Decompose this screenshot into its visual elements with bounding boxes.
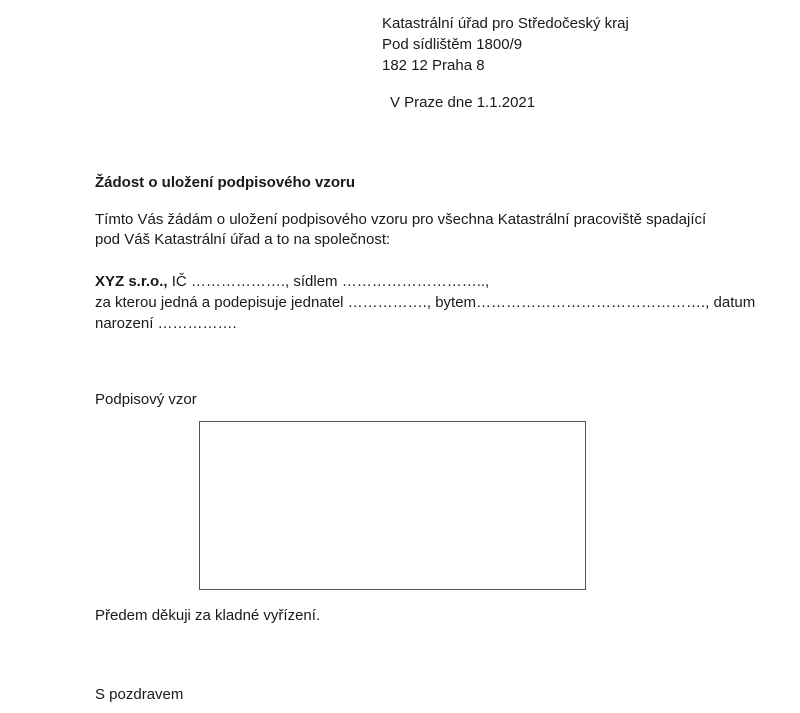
intro-line-2: pod Váš Katastrální úřad a to na společnost:	[95, 231, 391, 248]
company-name: XYZ s.r.o.,	[95, 273, 168, 290]
intro-line-1: Tímto Vás žádám o uložení podpisového vzoru pro všechna Katastrální pracoviště spadající	[95, 211, 707, 228]
signature-label: Podpisový vzor	[95, 391, 197, 408]
thanks-line: Předem děkuji za kladné vyřízení.	[95, 607, 321, 624]
closing-line: S pozdravem	[95, 686, 184, 703]
recipient-name: Katastrální úřad pro Středočeský kraj	[382, 15, 629, 32]
company-line-1	[95, 271, 735, 292]
recipient-street: Pod sídlištěm 1800/9	[382, 36, 523, 53]
intro-paragraph	[95, 210, 735, 250]
company-id-seat: IČ ………………., sídlem ………………………..,	[167, 273, 490, 290]
date-line: V Praze dne 1.1.2021	[390, 94, 536, 111]
subject-title: Žádost o uložení podpisového vzoru	[95, 174, 356, 191]
recipient-address	[382, 13, 629, 76]
company-line-2: za kterou jedná a podepisuje jednatel ……………., bytem………………………………………., datum	[95, 294, 756, 311]
company-paragraph	[95, 271, 756, 334]
recipient-city: 182 12 Praha 8	[382, 57, 485, 74]
company-line-3: narození …………….	[95, 315, 237, 332]
signature-box[interactable]	[199, 421, 586, 590]
